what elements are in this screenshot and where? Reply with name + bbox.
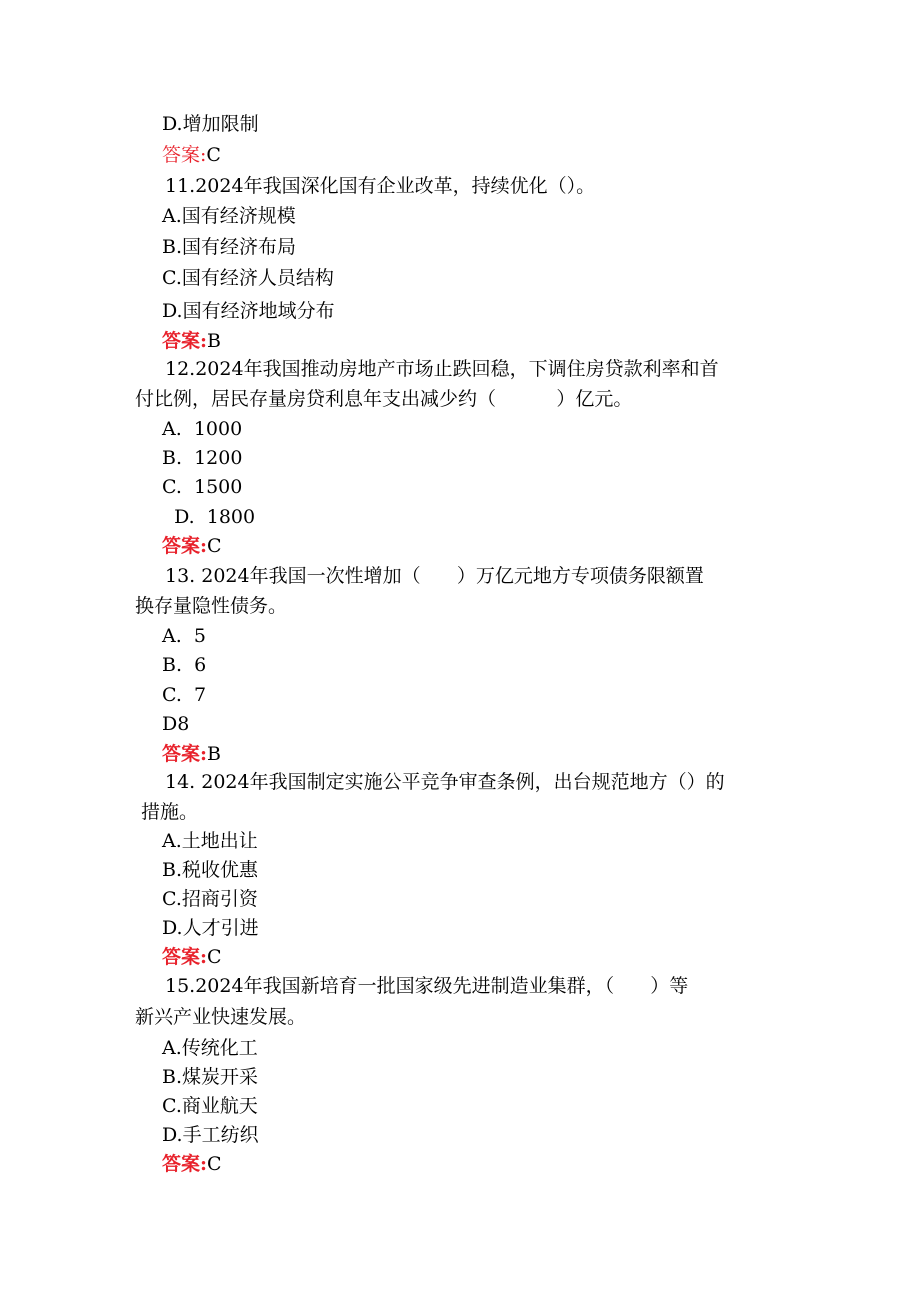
answer-value: C	[207, 535, 222, 557]
answer-option: A. 5	[162, 625, 206, 647]
question-text-continued: 换存量隐性债务。	[135, 595, 288, 617]
question-text: 15.2024年我国新培育一批国家级先进制造业集群，（ ）等	[165, 975, 689, 997]
answer-option: D8	[162, 713, 190, 735]
answer-option: C.商业航天	[162, 1095, 258, 1117]
answer-value: C	[207, 1153, 222, 1175]
answer-option: B. 6	[162, 654, 207, 676]
answer-option: A.土地出让	[162, 830, 258, 852]
answer-option: A.传统化工	[162, 1037, 258, 1059]
answer-value: C	[206, 144, 221, 166]
answer-line	[162, 328, 221, 354]
question-text-continued: 新兴产业快速发展。	[135, 1006, 307, 1028]
answer-option: C. 1500	[162, 476, 243, 498]
answer-option: C. 7	[162, 684, 207, 706]
answer-option: C.国有经济人员结构	[162, 267, 334, 289]
question-text: 13. 2024年我国一次性增加（ ）万亿元地方专项债务限额置	[165, 565, 704, 587]
answer-line	[162, 741, 221, 767]
answer-option: D.手工纺织	[162, 1124, 259, 1146]
question-text-continued: 措施。	[135, 801, 199, 823]
answer-option: D. 1800	[162, 506, 256, 528]
question-text: 14. 2024年我国制定实施公平竞争审查条例，出台规范地方（）的	[165, 771, 725, 793]
answer-option: C.招商引资	[162, 888, 258, 910]
question-text: 11.2024年我国深化国有企业改革，持续优化（）。	[165, 175, 596, 197]
answer-line	[162, 533, 222, 559]
answer-option: B.税收优惠	[162, 859, 259, 881]
answer-option: A. 1000	[162, 418, 243, 440]
answer-line	[162, 1151, 222, 1177]
answer-option: B.煤炭开采	[162, 1066, 259, 1088]
answer-label: 答案:	[162, 144, 207, 166]
answer-label: 答案:	[162, 1153, 208, 1175]
answer-line	[162, 142, 221, 168]
answer-value: C	[207, 946, 222, 968]
answer-option: D.人才引进	[162, 917, 259, 939]
answer-line	[162, 944, 222, 970]
answer-option: D.增加限制	[162, 113, 259, 135]
question-text-continued: 付比例，居民存量房贷利息年支出减少约（ ）亿元。	[135, 388, 633, 410]
answer-option: B. 1200	[162, 447, 243, 469]
answer-option: B.国有经济布局	[162, 236, 297, 258]
answer-label: 答案:	[162, 535, 208, 557]
answer-option: A.国有经济规模	[162, 205, 296, 227]
answer-label: 答案:	[162, 330, 208, 352]
question-text: 12.2024年我国推动房地产市场止跌回稳，下调住房贷款利率和首	[165, 358, 719, 380]
answer-value: B	[207, 330, 221, 352]
answer-label: 答案:	[162, 946, 208, 968]
answer-option: D.国有经济地域分布	[162, 300, 335, 322]
answer-label: 答案:	[162, 743, 208, 765]
answer-value: B	[207, 743, 221, 765]
